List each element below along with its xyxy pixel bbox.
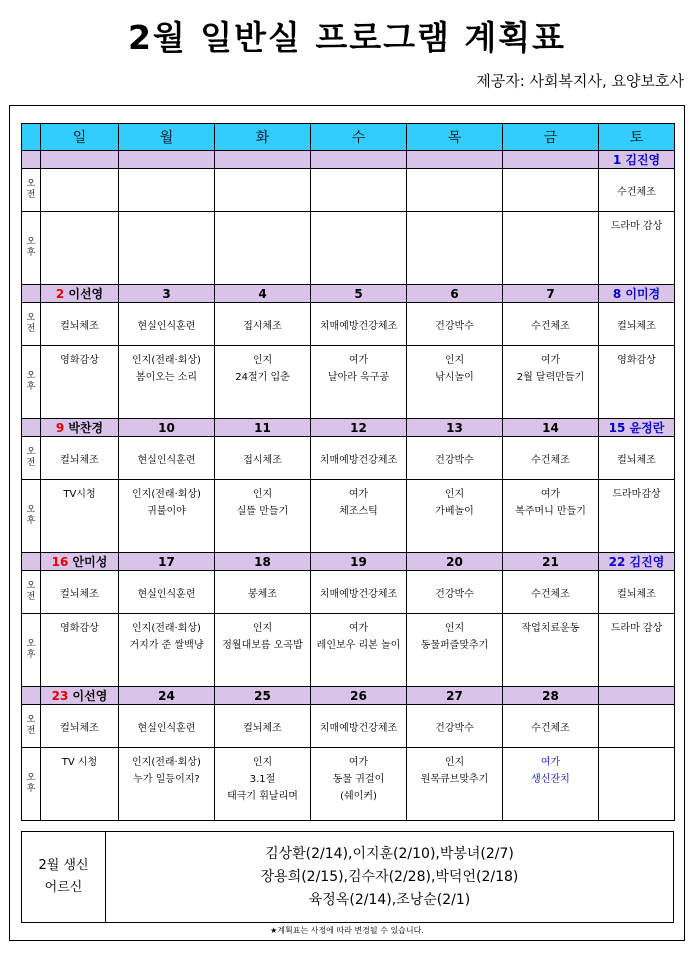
weekday-header-2: 화 (215, 124, 311, 151)
weekday-header-4: 목 (407, 124, 503, 151)
date-cell (311, 686, 407, 704)
am-program-cell: 수건체조 (503, 705, 599, 748)
date-cell (599, 418, 675, 436)
pm-program-cell (41, 346, 119, 419)
birthday-label-line1: 2월 생신 (38, 858, 89, 873)
pm-label-char: 오 (26, 639, 36, 650)
date-number: 21 (542, 554, 559, 569)
pm-program-cell (41, 614, 119, 687)
date-number: 26 (350, 688, 367, 703)
pm-program-line: 드라마 감상 (610, 623, 663, 635)
birthday-person-name: 이선영 (72, 689, 108, 704)
date-cell (407, 552, 503, 570)
pm-label (22, 346, 41, 419)
pm-row (22, 748, 675, 821)
date-cell (599, 151, 675, 169)
date-row-side (22, 552, 41, 570)
pm-program-line: 여가 (540, 757, 561, 769)
pm-program-line: 영화감상 (60, 623, 99, 635)
pm-label-char: 후 (26, 516, 36, 527)
am-program-cell (119, 169, 215, 212)
weekday-header-row (22, 124, 675, 151)
am-label (22, 705, 41, 748)
pm-program-line: 여가 (540, 489, 561, 501)
am-program-cell: 수건체조 (503, 437, 599, 480)
date-cell (119, 686, 215, 704)
pm-program-cell (119, 748, 215, 821)
pm-program-line: 여가 (348, 623, 369, 635)
date-cell (311, 418, 407, 436)
am-program-cell: 건강박수 (407, 571, 503, 614)
am-program-cell (215, 169, 311, 212)
date-number: 28 (542, 688, 559, 703)
am-program-cell: 컬뇌체조 (599, 571, 675, 614)
am-program-cell: 컬뇌체조 (41, 437, 119, 480)
am-program-cell: 치매예방건강체조 (311, 571, 407, 614)
date-cell (215, 284, 311, 302)
date-cell (119, 552, 215, 570)
pm-program-line: 인지(전래·회상) (132, 355, 201, 367)
date-cell (599, 686, 675, 704)
date-number: 16 (51, 555, 69, 570)
am-program-cell: 접시체조 (215, 437, 311, 480)
am-program-cell (407, 169, 503, 212)
am-program-cell: 치매예방건강체조 (311, 437, 407, 480)
pm-program-cell (599, 480, 675, 553)
am-label-char: 전 (26, 458, 36, 469)
am-program-cell: 수건체조 (599, 169, 675, 212)
birthday-label (22, 832, 106, 923)
am-label-char: 전 (26, 726, 36, 737)
am-program-cell: 봉체조 (215, 571, 311, 614)
birthday-person-name: 윤정란 (629, 421, 665, 436)
date-cell (503, 284, 599, 302)
am-program-cell: 건강박수 (407, 705, 503, 748)
date-cell (311, 151, 407, 169)
pm-program-cell (41, 748, 119, 821)
date-cell (503, 552, 599, 570)
date-number: 3 (162, 286, 171, 301)
pm-program-line: TV시청 (63, 489, 96, 501)
am-program-cell: 컬뇌체조 (41, 571, 119, 614)
date-number: 10 (158, 420, 175, 435)
date-number: 25 (254, 688, 271, 703)
am-label (22, 437, 41, 480)
weekday-header-6: 토 (599, 124, 675, 151)
date-number: 12 (350, 420, 367, 435)
pm-program-cell (119, 614, 215, 687)
am-program-cell (503, 169, 599, 212)
pm-program-line: 인지 (444, 355, 465, 367)
pm-program-line: 누가 일등이지? (133, 774, 200, 786)
pm-program-line: 원목큐브맞추기 (420, 774, 489, 786)
pm-label-char: 후 (26, 784, 36, 795)
pm-label (22, 614, 41, 687)
am-program-cell: 현실인식훈련 (119, 705, 215, 748)
pm-program-line: 인지(전래·회상) (132, 623, 201, 635)
pm-program-cell (215, 346, 311, 419)
pm-program-cell (407, 212, 503, 285)
pm-program-line: 작업치료운동 (521, 623, 580, 635)
date-number: 8 (612, 287, 622, 302)
pm-program-line: 여가 (348, 757, 369, 769)
date-cell (41, 552, 119, 570)
date-number: 23 (51, 689, 69, 704)
pm-label-char: 오 (26, 773, 36, 784)
pm-program-line: 드라마 감상 (610, 221, 663, 233)
birthday-person-name: 박찬경 (68, 421, 104, 436)
provider-text: 제공자: 사회복지사, 요양보호사 (476, 72, 684, 90)
pm-program-cell (599, 748, 675, 821)
pm-program-cell (119, 212, 215, 285)
date-number: 27 (446, 688, 463, 703)
birthday-names-line: 육정옥(2/14),조낭순(2/1) (308, 891, 471, 908)
pm-program-cell (503, 346, 599, 419)
pm-program-line: 여가 (348, 355, 369, 367)
pm-row (22, 480, 675, 553)
pm-program-cell (503, 480, 599, 553)
pm-program-cell (215, 480, 311, 553)
birthday-table (21, 831, 674, 923)
date-cell (41, 686, 119, 704)
pm-program-cell (215, 748, 311, 821)
birthday-person-name: 안미성 (72, 555, 108, 570)
am-label-char: 전 (26, 324, 36, 335)
pm-program-line: 인지 (252, 623, 273, 635)
am-program-cell (599, 705, 675, 748)
pm-program-cell (119, 346, 215, 419)
pm-program-line: 인지 (252, 489, 273, 501)
pm-label-char: 오 (26, 505, 36, 516)
am-program-cell: 컬뇌체조 (599, 437, 675, 480)
pm-program-line: 복주머니 만들기 (515, 506, 586, 518)
pm-program-cell (503, 212, 599, 285)
date-cell (215, 418, 311, 436)
pm-program-cell (311, 614, 407, 687)
am-program-cell: 컬뇌체조 (41, 705, 119, 748)
birthday-person-name: 김진영 (629, 555, 665, 570)
date-number: 22 (608, 555, 626, 570)
pm-program-cell (599, 212, 675, 285)
weekday-header-0: 일 (41, 124, 119, 151)
birthday-label-line2: 어르신 (44, 880, 83, 895)
date-row-side (22, 418, 41, 436)
pm-program-line: 인지 (444, 757, 465, 769)
am-program-cell: 컬뇌체조 (41, 303, 119, 346)
am-program-cell: 컬뇌체조 (215, 705, 311, 748)
calendar-table (21, 123, 675, 821)
pm-program-line: 24절기 입춘 (235, 372, 290, 384)
pm-program-line: 가베놀이 (435, 506, 474, 518)
am-program-cell (41, 169, 119, 212)
pm-program-cell (407, 346, 503, 419)
pm-program-line: 레인보우 리본 놀이 (316, 640, 401, 652)
date-row (22, 552, 675, 570)
pm-program-cell (41, 480, 119, 553)
pm-program-line: 영화감상 (60, 355, 99, 367)
date-cell (407, 418, 503, 436)
date-cell (407, 686, 503, 704)
date-cell (599, 552, 675, 570)
am-row (22, 705, 675, 748)
am-label-char: 오 (26, 313, 36, 324)
date-cell (41, 151, 119, 169)
pm-program-line: 체조스틱 (339, 506, 378, 518)
pm-program-line: 여가 (348, 489, 369, 501)
pm-program-line: (쉐이커) (340, 791, 377, 803)
date-number: 1 (612, 153, 622, 168)
pm-program-line: 드라마감상 (612, 489, 661, 501)
am-label-char: 오 (26, 179, 36, 190)
date-cell (119, 418, 215, 436)
am-program-cell (311, 169, 407, 212)
pm-program-cell (311, 480, 407, 553)
am-program-cell: 현실인식훈련 (119, 303, 215, 346)
pm-program-cell (215, 212, 311, 285)
am-label-char: 오 (26, 581, 36, 592)
date-number: 6 (450, 286, 459, 301)
am-label-char: 전 (26, 592, 36, 603)
am-program-cell: 수건체조 (503, 571, 599, 614)
date-cell (41, 284, 119, 302)
pm-program-cell (407, 748, 503, 821)
pm-program-line: 봄이오는 소리 (135, 372, 198, 384)
pm-program-line: 동물 귀걸이 (332, 774, 385, 786)
date-row (22, 151, 675, 169)
date-number: 17 (158, 554, 175, 569)
date-number: 11 (254, 420, 271, 435)
date-number: 14 (542, 420, 559, 435)
date-number: 5 (354, 286, 363, 301)
date-cell (503, 151, 599, 169)
am-label (22, 169, 41, 212)
birthday-names (106, 832, 674, 923)
date-row-side (22, 686, 41, 704)
am-row (22, 169, 675, 212)
pm-row (22, 614, 675, 687)
am-program-cell: 치매예방건강체조 (311, 705, 407, 748)
date-number: 2 (55, 287, 65, 302)
am-program-cell: 현실인식훈련 (119, 571, 215, 614)
am-label (22, 303, 41, 346)
pm-label (22, 748, 41, 821)
header-corner (22, 124, 41, 151)
date-row (22, 284, 675, 302)
pm-program-line: 인지 (252, 355, 273, 367)
weekday-header-5: 금 (503, 124, 599, 151)
am-program-cell: 건강박수 (407, 303, 503, 346)
date-row (22, 686, 675, 704)
weekday-header-3: 수 (311, 124, 407, 151)
pm-program-line: 귀불이야 (147, 506, 186, 518)
pm-program-line: 실뜰 만들기 (236, 506, 289, 518)
am-label (22, 571, 41, 614)
birthday-person-name: 이미경 (625, 287, 661, 302)
pm-program-line: 영화감상 (617, 355, 656, 367)
pm-program-line: 날아라 욱구공 (327, 372, 390, 384)
weekday-header-1: 월 (119, 124, 215, 151)
pm-program-line: 인지 (252, 757, 273, 769)
pm-label-char: 오 (26, 237, 36, 248)
pm-program-cell (407, 480, 503, 553)
date-cell (215, 686, 311, 704)
date-number: 4 (258, 286, 267, 301)
pm-program-line: TV 시청 (61, 757, 98, 769)
date-number: 24 (158, 688, 175, 703)
am-program-cell: 현실인식훈련 (119, 437, 215, 480)
date-number: 7 (546, 286, 555, 301)
pm-program-cell (311, 748, 407, 821)
pm-program-cell (119, 480, 215, 553)
pm-program-cell (407, 614, 503, 687)
date-cell (599, 284, 675, 302)
pm-row (22, 346, 675, 419)
pm-program-line: 태극기 휘날리며 (227, 791, 298, 803)
pm-program-cell (503, 614, 599, 687)
pm-row (22, 212, 675, 285)
date-cell (119, 151, 215, 169)
pm-label-char: 오 (26, 371, 36, 382)
birthday-names-line: 김상환(2/14),이지훈(2/10),박봉녀(2/7) (265, 845, 514, 862)
date-row-side (22, 151, 41, 169)
date-cell (407, 284, 503, 302)
pm-program-cell (599, 346, 675, 419)
pm-program-line: 인지 (444, 489, 465, 501)
am-program-cell: 컬뇌체조 (599, 303, 675, 346)
pm-program-cell (41, 212, 119, 285)
page-title: 2월 일반실 프로그램 계획표 (127, 18, 567, 57)
am-label-char: 오 (26, 715, 36, 726)
am-label-char: 전 (26, 190, 36, 201)
change-notice: ★계획표는 사정에 따라 변경될 수 있습니다. (270, 926, 424, 935)
date-cell (407, 151, 503, 169)
date-number: 18 (254, 554, 271, 569)
date-cell (311, 284, 407, 302)
am-program-cell: 치매예방건강체조 (311, 303, 407, 346)
date-number: 19 (350, 554, 367, 569)
pm-program-cell (503, 748, 599, 821)
date-row-side (22, 284, 41, 302)
pm-program-line: 인지(전래·회상) (132, 489, 201, 501)
am-program-cell: 접시체조 (215, 303, 311, 346)
pm-program-line: 낚시놀이 (435, 372, 474, 384)
pm-label (22, 480, 41, 553)
am-row (22, 303, 675, 346)
am-program-cell: 수건체조 (503, 303, 599, 346)
birthday-person-name: 김진영 (625, 153, 661, 168)
pm-program-line: 동물퍼즐맞추기 (420, 640, 489, 652)
pm-program-line: 거지가 준 쌀백냥 (129, 640, 204, 652)
date-cell (119, 284, 215, 302)
pm-label-char: 후 (26, 248, 36, 259)
date-cell (41, 418, 119, 436)
date-number: 9 (55, 421, 65, 436)
pm-program-cell (599, 614, 675, 687)
pm-program-line: 생신잔치 (531, 774, 570, 786)
date-number: 15 (608, 421, 626, 436)
pm-label (22, 212, 41, 285)
am-label-char: 오 (26, 447, 36, 458)
pm-label-char: 후 (26, 382, 36, 393)
date-row (22, 418, 675, 436)
date-number: 13 (446, 420, 463, 435)
birthday-person-name: 이선영 (68, 287, 104, 302)
date-cell (311, 552, 407, 570)
am-row (22, 437, 675, 480)
date-cell (215, 151, 311, 169)
pm-label-char: 후 (26, 650, 36, 661)
pm-program-line: 2월 달력만들기 (516, 372, 585, 384)
date-cell (503, 418, 599, 436)
pm-program-line: 정월대보름 오곡밥 (222, 640, 303, 652)
date-number: 20 (446, 554, 463, 569)
am-program-cell: 건강박수 (407, 437, 503, 480)
birthday-names-line: 장용희(2/15),김수자(2/28),박덕언(2/18) (260, 868, 519, 885)
date-cell (503, 686, 599, 704)
pm-program-line: 인지(전래·회상) (132, 757, 201, 769)
pm-program-cell (311, 346, 407, 419)
pm-program-cell (311, 212, 407, 285)
pm-program-cell (215, 614, 311, 687)
pm-program-line: 3.1절 (249, 774, 276, 786)
am-row (22, 571, 675, 614)
pm-program-line: 여가 (540, 355, 561, 367)
date-cell (215, 552, 311, 570)
pm-program-line: 인지 (444, 623, 465, 635)
